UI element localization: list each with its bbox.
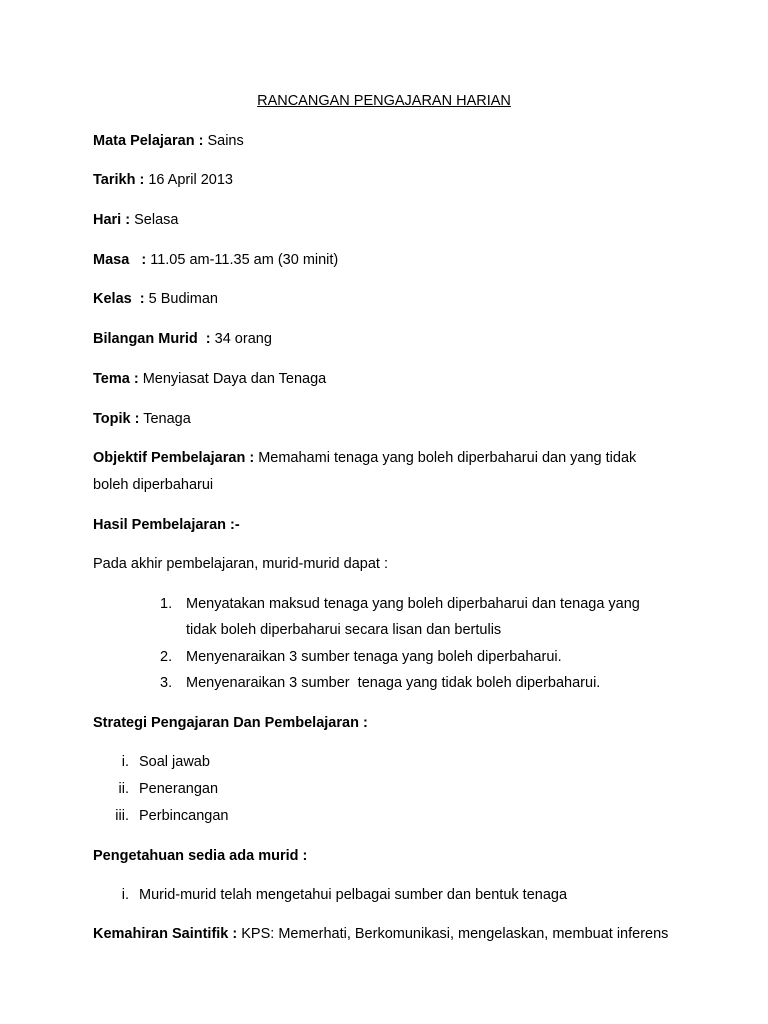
- field-label: Kelas :: [93, 291, 145, 307]
- document-title: RANCANGAN PENGAJARAN HARIAN: [257, 93, 511, 109]
- field-label: Tema :: [93, 371, 139, 387]
- field-masa: [93, 251, 338, 269]
- field-tema: [93, 370, 326, 388]
- field-mata-pelajaran: [93, 132, 244, 150]
- list-item-text: Perbincangan: [139, 808, 229, 824]
- field-label: Kemahiran Saintifik :: [93, 926, 238, 942]
- field-label: Hari :: [93, 212, 131, 228]
- field-hari: [93, 211, 178, 229]
- list-item-text-continued: tidak boleh diperbaharui secara lisan dan bertulis: [186, 622, 502, 638]
- field-objektif: [93, 445, 675, 499]
- list-item-number: 3.: [160, 675, 173, 691]
- list-item-text: Murid-murid telah mengetahui pelbagai sumber dan bentuk tenaga: [139, 887, 568, 903]
- field-value: Sains: [207, 133, 244, 149]
- field-kemahiran: [93, 921, 675, 948]
- field-label: Bilangan Murid :: [93, 331, 211, 347]
- field-value: 11.05 am-11.35 am (30 minit): [150, 252, 339, 268]
- field-value: Tenaga: [143, 411, 191, 427]
- list-item-text: Menyatakan maksud tenaga yang boleh diperbaharui dan tenaga yang: [186, 596, 640, 612]
- list-item-number: iii.: [115, 808, 129, 824]
- field-kelas: [93, 290, 218, 308]
- hasil-intro: Pada akhir pembelajaran, murid-murid dapat :: [93, 556, 388, 572]
- list-item-number: i.: [121, 887, 129, 903]
- list-item-number: 1.: [160, 596, 173, 612]
- field-tarikh: [93, 171, 233, 189]
- list-item-text: Penerangan: [139, 781, 219, 797]
- field-label: Masa :: [93, 252, 147, 268]
- field-topik: [93, 410, 191, 428]
- field-value: 34 orang: [214, 331, 272, 347]
- field-bilangan-murid: [93, 330, 272, 348]
- field-value: Selasa: [134, 212, 179, 228]
- list-item-text: Soal jawab: [139, 754, 210, 770]
- field-label: Topik :: [93, 411, 140, 427]
- strategi-heading: Strategi Pengajaran Dan Pembelajaran :: [93, 715, 368, 731]
- hasil-heading: Hasil Pembelajaran :-: [93, 517, 240, 533]
- list-item-number: 2.: [160, 649, 173, 665]
- field-label: Objektif Pembelajaran :: [93, 450, 255, 466]
- field-value: KPS: Memerhati, Berkomunikasi, mengelaskan, membuat inferens: [241, 926, 669, 942]
- list-item-number: ii.: [118, 781, 129, 797]
- field-label: Tarikh :: [93, 172, 145, 188]
- list-item-text: Menyenaraikan 3 sumber tenaga yang boleh diperbaharui.: [186, 649, 562, 665]
- pengetahuan-heading: Pengetahuan sedia ada murid :: [93, 848, 308, 864]
- list-item-text: Menyenaraikan 3 sumber tenaga yang tidak boleh diperbaharui.: [186, 675, 601, 691]
- field-value: Menyiasat Daya dan Tenaga: [142, 371, 327, 387]
- field-value: 5 Budiman: [148, 291, 218, 307]
- field-value: Memahami tenaga yang boleh diperbaharui dan yang tidak boleh diperbaharui: [93, 450, 637, 493]
- list-item-number: i.: [121, 754, 129, 770]
- field-value: 16 April 2013: [148, 172, 233, 188]
- field-label: Mata Pelajaran :: [93, 133, 204, 149]
